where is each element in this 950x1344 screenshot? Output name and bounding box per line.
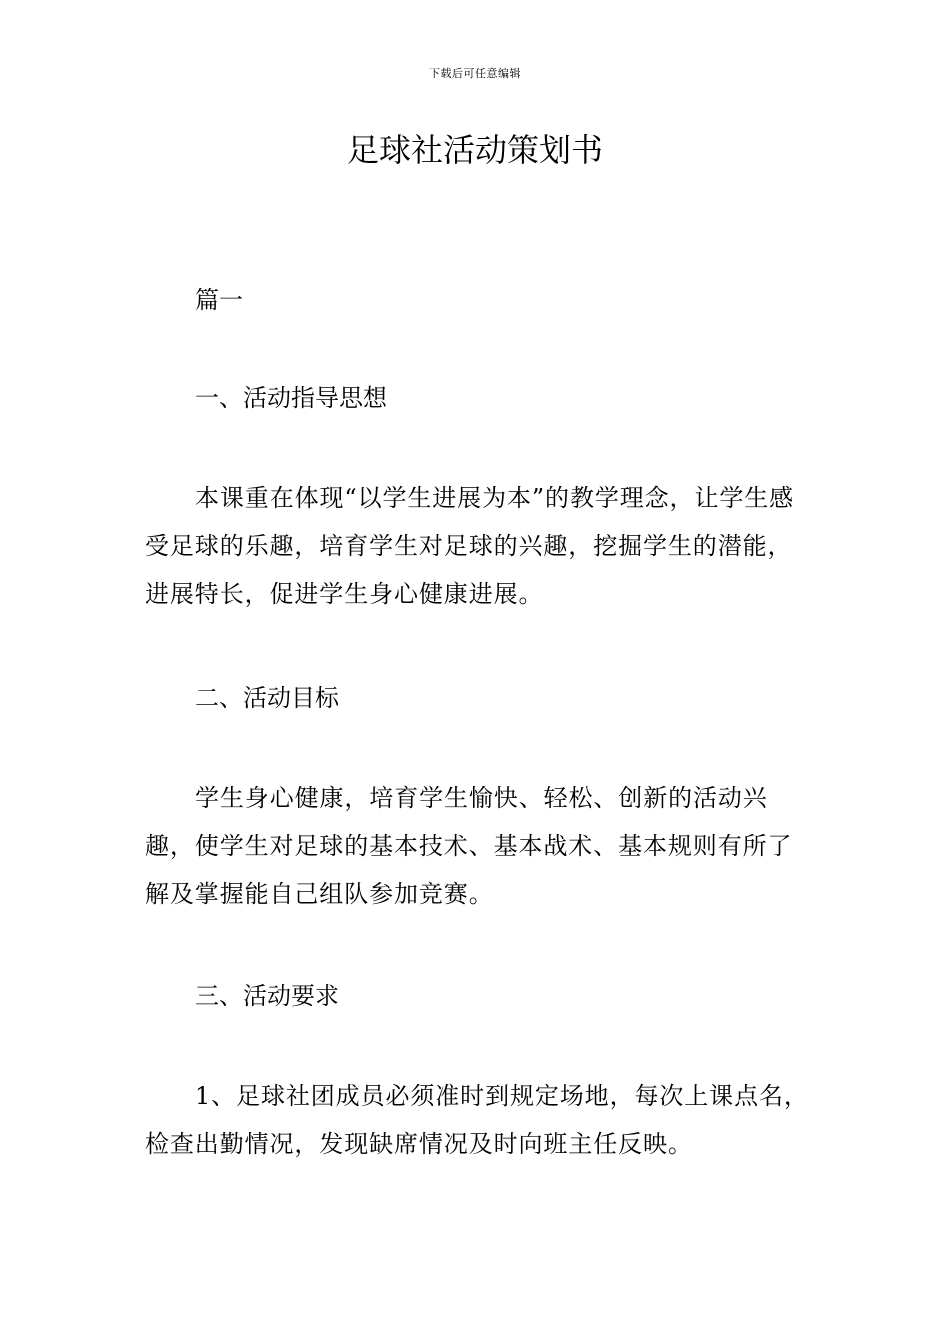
section-heading-2: 二、活动目标 <box>195 684 339 712</box>
section-body-2: 学生身心健康，培育学生愉快、轻松、创新的活动兴趣，使学生对足球的基本技术、基本战术、基本规则有所了解及掌握能自己组队参加竞赛。 <box>145 784 793 908</box>
section-body-1: 本课重在体现“以学生进展为本”的教学理念，让学生感受足球的乐趣，培育学生对足球的兴趣，挖掘学生的潜能，进展特长，促进学生身心健康进展。 <box>145 484 795 608</box>
part-label: 篇一 <box>195 286 243 314</box>
section-body-3: 1、足球社团成员必须准时到规定场地，每次上课点名，检查出勤情况，发现缺席情况及时向班主任反映。 <box>145 1082 809 1158</box>
section-heading-3: 三、活动要求 <box>195 982 339 1010</box>
section-heading-1: 一、活动指导思想 <box>195 384 387 412</box>
header-note: 下载后可任意编辑 <box>429 67 521 80</box>
document-title: 足球社活动策划书 <box>346 131 603 169</box>
